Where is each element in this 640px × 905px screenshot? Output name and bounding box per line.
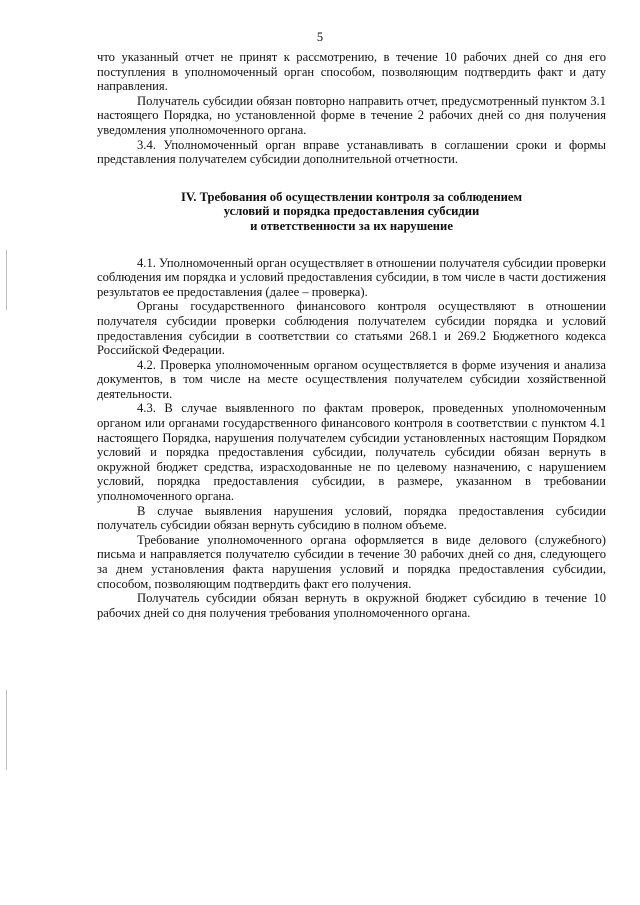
paragraph: 4.1. Уполномоченный орган осуществляет в отношении получателя субсидии проверки соблюдения им порядка и условий предоставления субсидии, в том числе в части достижения результатов ее предоставления (далее – проверка).	[97, 255, 606, 299]
paragraph: В случае выявления нарушения условий, порядка предоставления субсидии получатель субсидии обязан вернуть субсидию в полном объеме.	[97, 503, 606, 533]
document-body	[97, 50, 606, 620]
section-heading-line: и ответственности за их нарушение	[250, 218, 453, 233]
page-number: 5	[316, 30, 324, 44]
paragraph: 4.3. В случае выявленного по фактам проверок, проведенных уполномоченным органом или органами государственного финансового контроля в соответствии с пунктом 4.1 настоящего Порядка, нарушения получателем субсидии установленных настоящим Порядком условий и порядка предоставления субсидии, получатель субсидии обязан вернуть в окружной бюджет средства, израсходованные не по целевому назначению, с нарушением условий, порядка предоставления субсидии, в размере, указанном в требовании уполномоченного органа.	[97, 401, 606, 504]
section-heading-line: условий и порядка предоставления субсидии	[223, 204, 480, 219]
section-heading	[97, 190, 606, 234]
section-heading-line: IV. Требования об осуществлении контроля за соблюдением	[180, 189, 523, 204]
paragraph: что указанный отчет не принят к рассмотрению, в течение 10 рабочих дней со дня его поступления в уполномоченный орган способом, позволяющим подтвердить факт и дату направления.	[97, 50, 606, 94]
paragraph: Требование уполномоченного органа оформляется в виде делового (служебного) письма и направляется получателю субсидии в течение 30 рабочих дней со дня, следующего за днем установления факта нарушения условий и порядка предоставления субсидии, способом, позволяющим подтвердить факт его получения.	[97, 532, 606, 591]
paragraph: Получатель субсидии обязан повторно направить отчет, предусмотренный пунктом 3.1 настоящего Порядка, но установленной форме в течение 2 рабочих дней со дня получения уведомления уполномоченного органа.	[97, 93, 606, 137]
paragraph: Получатель субсидии обязан вернуть в окружной бюджет субсидию в течение 10 рабочих дней со дня получения требования уполномоченного органа.	[97, 591, 606, 620]
paragraph: 3.4. Уполномоченный орган вправе устанавливать в соглашении сроки и формы представления получателем субсидии дополнительной отчетности.	[97, 137, 606, 167]
paragraph: 4.2. Проверка уполномоченным органом осуществляется в форме изучения и анализа документов, в том числе на месте осуществления получателем субсидии хозяйственной деятельности.	[97, 357, 606, 401]
scan-margin-mark	[6, 250, 7, 310]
scan-margin-mark	[6, 690, 7, 770]
paragraph: Органы государственного финансового контроля осуществляют в отношении получателя субсидии проверки соблюдения получателем субсидии порядка и условий предоставления субсидии в соответствии со статьями 268.1 и 269.2 Бюджетного кодекса Российской Федерации.	[97, 299, 606, 358]
